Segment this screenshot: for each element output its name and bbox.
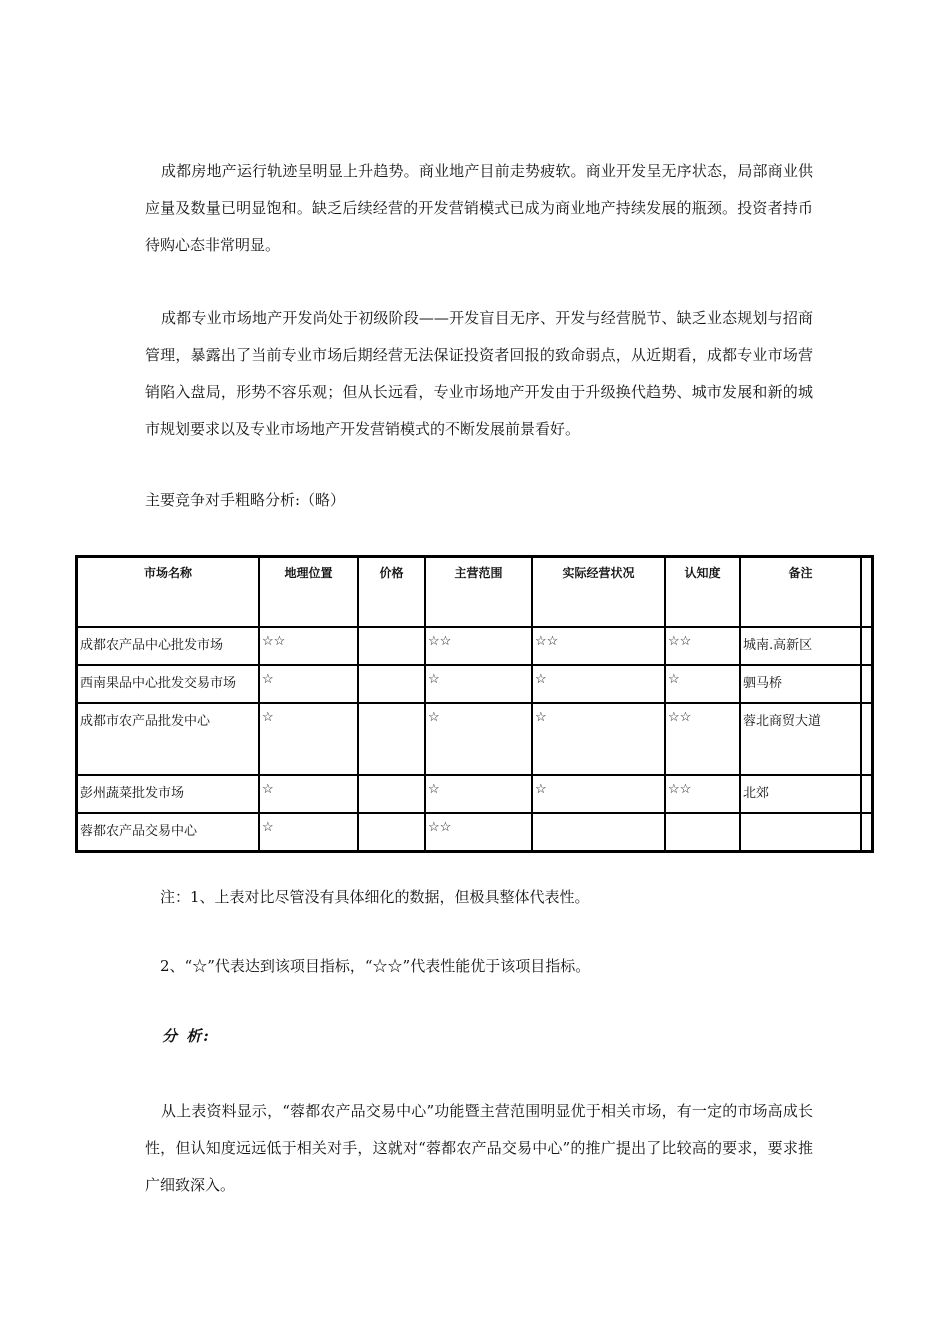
cell-note: 驷马桥 xyxy=(740,665,861,703)
competitor-heading: 主要竞争对手粗略分析:（略） xyxy=(145,491,346,509)
cell-scope: ☆ xyxy=(425,703,532,775)
edge-cell xyxy=(861,813,872,851)
cell-note xyxy=(740,813,861,851)
cell-location: ☆☆ xyxy=(259,627,358,665)
header-scope: 主营范围 xyxy=(425,557,532,627)
competitor-table xyxy=(75,555,874,853)
paragraph-analysis: 从上表资料显示，“蓉都农产品交易中心”功能暨主营范围明显优于相关市场，有一定的市场高成长性，但认知度远远低于相关对手，这就对“蓉都农产品交易中心”的推广提出了比较高的要求，要求推广细致深入。 xyxy=(145,1102,813,1194)
table-header-row xyxy=(77,557,872,627)
cell-price xyxy=(358,627,425,665)
cell-price xyxy=(358,665,425,703)
header-edge-cell xyxy=(861,557,872,627)
cell-name: 成都农产品中心批发市场 xyxy=(77,627,259,665)
edge-cell xyxy=(861,775,872,813)
cell-awareness: ☆☆ xyxy=(665,703,740,775)
cell-awareness: ☆☆ xyxy=(665,775,740,813)
paragraph-specialized-market: 成都专业市场地产开发尚处于初级阶段——开发盲目无序、开发与经营脱节、缺乏业态规划与招商管理，暴露出了当前专业市场后期经营无法保证投资者回报的致命弱点，从近期看，成都专业市场营销陷入盘局，形势不容乐观；但从长远看，专业市场地产开发由于升级换代趋势、城市发展和新的城市规划要求以及专业市场地产开发营销模式的不断发展前景看好。 xyxy=(145,309,813,438)
table-note-1: 注：1、上表对比尽管没有具体细化的数据，但极具整体代表性。 xyxy=(160,888,590,906)
cell-price xyxy=(358,813,425,851)
cell-name: 成都市农产品批发中心 xyxy=(77,703,259,775)
cell-location: ☆ xyxy=(259,703,358,775)
table-row xyxy=(77,703,872,775)
cell-awareness: ☆☆ xyxy=(665,627,740,665)
cell-location: ☆ xyxy=(259,775,358,813)
cell-status: ☆ xyxy=(532,703,665,775)
cell-name: 蓉都农产品交易中心 xyxy=(77,813,259,851)
cell-awareness xyxy=(665,813,740,851)
cell-price xyxy=(358,775,425,813)
cell-status: ☆ xyxy=(532,775,665,813)
cell-price xyxy=(358,703,425,775)
edge-cell xyxy=(861,665,872,703)
header-location: 地理位置 xyxy=(259,557,358,627)
header-awareness: 认知度 xyxy=(665,557,740,627)
cell-note: 城南.高新区 xyxy=(740,627,861,665)
header-price: 价格 xyxy=(358,557,425,627)
cell-status: ☆ xyxy=(532,665,665,703)
edge-cell xyxy=(861,627,872,665)
table-row xyxy=(77,813,872,851)
cell-status: ☆☆ xyxy=(532,627,665,665)
cell-note: 蓉北商贸大道 xyxy=(740,703,861,775)
edge-cell xyxy=(861,703,872,775)
header-status: 实际经营状况 xyxy=(532,557,665,627)
cell-scope: ☆☆ xyxy=(425,627,532,665)
cell-location: ☆ xyxy=(259,665,358,703)
table-note-2: 2、“☆”代表达到该项目指标，“☆☆”代表性能优于该项目指标。 xyxy=(160,957,591,975)
cell-name: 彭州蔬菜批发市场 xyxy=(77,775,259,813)
cell-scope: ☆ xyxy=(425,665,532,703)
cell-note: 北郊 xyxy=(740,775,861,813)
cell-status xyxy=(532,813,665,851)
cell-scope: ☆ xyxy=(425,775,532,813)
table-row xyxy=(77,627,872,665)
table-row xyxy=(77,665,872,703)
cell-scope: ☆☆ xyxy=(425,813,532,851)
analysis-heading: 分 析: xyxy=(162,1027,211,1045)
paragraph-market-trend: 成都房地产运行轨迹呈明显上升趋势。商业地产目前走势疲软。商业开发呈无序状态，局部商业供应量及数量已明显饱和。缺乏后续经营的开发营销模式已成为商业地产持续发展的瓶颈。投资者持币待购心态非常明显。 xyxy=(145,162,813,254)
cell-awareness: ☆ xyxy=(665,665,740,703)
header-market-name: 市场名称 xyxy=(77,557,259,627)
table-row xyxy=(77,775,872,813)
header-note: 备注 xyxy=(740,557,861,627)
cell-name: 西南果品中心批发交易市场 xyxy=(77,665,259,703)
cell-location: ☆ xyxy=(259,813,358,851)
